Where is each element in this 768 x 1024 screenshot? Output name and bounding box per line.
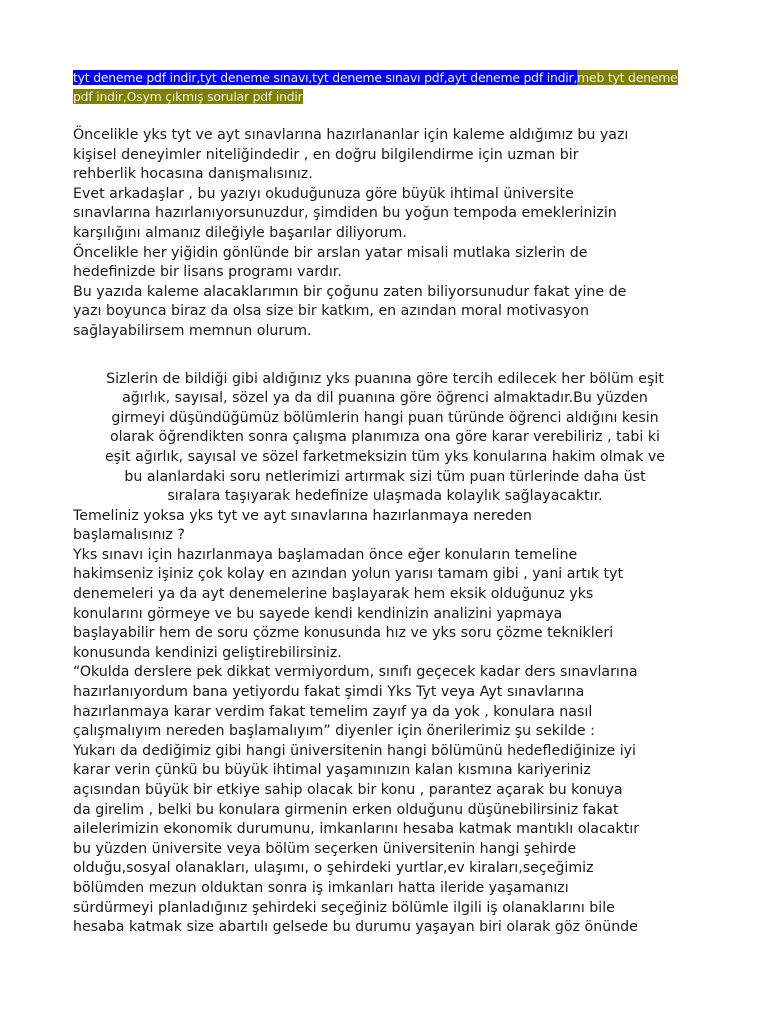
keyword-link-tyt[interactable]: tyt deneme pdf indir,tyt deneme sınavı,tyt deneme sınavı pdf <box>73 70 444 85</box>
keyword-link-meb[interactable]: meb tyt deneme pdf indir,Osym çıkmış sorular pdf indir <box>73 70 678 104</box>
document-page <box>73 68 697 938</box>
intro-paragraph: Öncelikle yks tyt ve ayt sınavlarına hazırlananlar için kaleme aldığımız bu yazı kişisel deneyimler niteliğindedir , en doğru bilgilendirme için uzman bir rehberlik hocasına danışmalısınız. Evet arkadaşlar , bu yazıyı okuduğunuza göre büyük ihtimal üniversite sınavlarına hazırlanıyorsunuzdur, şimdiden bu yoğun tempoda emeklerinizin karşılığını almanız dileğiyle başarılar diliyorum. Öncelikle her yiğidin gönlünde bir arslan yatar misali mutlaka sizlerin de hedefinizde bir lisans programı vardır. Bu yazıda kaleme alacaklarımın bir çoğunu zaten biliyorsunudur fakat yine de yazı boyunca biraz da olsa size bir katkım, en azından moral motivasyon sağlayabilirsem memnun olurum. <box>73 127 629 339</box>
main-paragraph: Temeliniz yoksa yks tyt ve ayt sınavlarına hazırlanmaya nereden başlamalısınız ? Yks sınavı için hazırlanmaya başlamadan önce eğer konuların temeline hakimseniz işiniz çok kolay en azından yolun yarısı tamam gibi , yani artık tyt denemeleri ya da ayt denemelerine başlayarak hem eksik olduğunuz yks konularını görmeye ve bu sayede kendi kendinizin analizini yapmaya başlayabilir hem de soru çözme konusunda hız ve yks soru çözme teknikleri konusunda kendinizi geliştirebilirsiniz. “Okulda derslere pek dikkat vermiyordum, sınıfı geçecek kadar ders sınavlarına hazırlanıyordum bana yetiyordu fakat şimdi Yks Tyt veya Ayt sınavlarına hazırlanmaya karar verdim fakat temelim zayıf ya da yok , konulara nasıl çalışmalıyım nereden başlamalıyım” diyenler için önerilerimiz şu sekilde : Yukarı da dediğimiz gibi hangi üniversitenin hangi bölümünü hedeflediğinize iyi karar verin çünkü bu büyük ihtimal yaşamınızın kalan kısmına kariyeriniz açısından büyük bir etkiye sahip olacak bir konu , parantez açarak bu konuya da girelim , belki bu konulara girmenin erken olduğunu düşünebilirsiniz fakat ailelerimizin ekonomik durumunu, imkanlarını hesaba katmak mantıklı olacaktır bu yüzden üniversite veya bölüm seçerken üniversitenin hangi şehirde olduğu,sosyal olanakları, ulaşımı, o şehirdeki yurtlar,ev kiraları,seçeğimiz bölümden mezun olduktan sonra iş imkanları hatta ileride yaşamanızı sürdürmeyi planladığınız şehirdeki seçeğiniz bölümle ilgili iş olanaklarını bile hesaba katmak size abartılı gelsede bu durumu yaşayan biri olarak göz önünde <box>73 507 640 936</box>
keyword-link-ayt[interactable]: ,ayt deneme pdf indir, <box>443 70 578 85</box>
keyword-header <box>73 68 697 106</box>
centered-paragraph: Sizlerin de bildiği gibi aldığınız yks puanına göre tercih edilecek her bölüm eşit ağırlık, sayısal, sözel ya da dil puanına göre öğrenci almaktadır.Bu yüzden girmeyi düşündüğümüz bölümlerin hangi puan türünde öğrenci aldığını kesin olarak öğrendikten sonra çalışma planımıza ona göre karar verebiliriz , tabi ki eşit ağırlık, sayısal ve sözel farketmeksizin tüm yks konularına hakim olmak ve bu alanlardaki soru netlerimizi artırmak sizi tüm puan türlerinde daha üst sıralara taşıyarak hedefinize ulaşmada kolaylık sağlayacaktır. <box>104 370 666 505</box>
